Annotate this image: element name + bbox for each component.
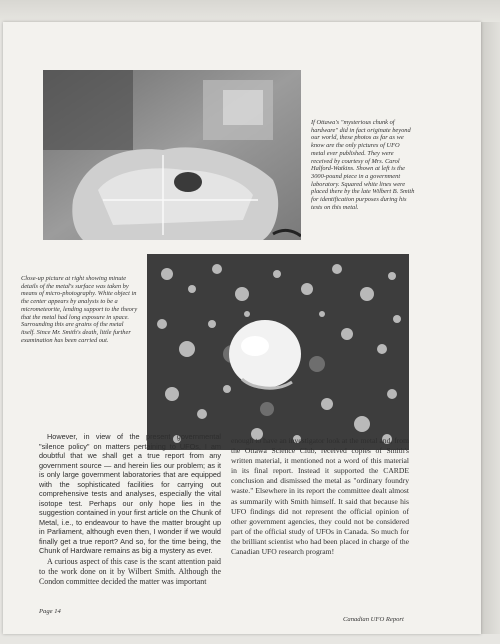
scanner-bed-top [0,0,500,22]
scanner-bed-edge [481,22,500,634]
caption-left-middle: Close-up picture at right showing minute details of the metal's surface was taken by means of micro-photography. White object in the center appears by analysis to be a micrometeorite, lending support to the theory that the metal had long exposure in space. Surrounding this are grains of the metal itself. Since Mr. Smith's death, little further examination has been carried out. [21,275,138,344]
photo-metal-chunk [43,70,301,240]
body-column-right [231,436,409,557]
paragraph: However, in view of the present governmental "silence policy" on matters pertaining to UFOs, I am doubtful that we shall get a true report from any government source — and herein lies our problem; as it is only large government laboratories that are equipped with the sophisticated facilities for carrying out comprehensive tests and analyses, especially the vital isotope test. Perhaps our only hope lies in the suggestion contained in your first article on the Chunk of Metal, i.e., to endeavour to have the matter brought up in Parliament, although even then, I wonder if we would finally get a true report? And so, for the time being, the Chunk of Hardware remains as big a mystery as ever. [39,432,221,555]
magazine-page [3,22,481,634]
photo-micrograph [147,254,409,450]
body-column-left [39,432,221,587]
paragraph: A curious aspect of this case is the scant attention paid to the work done on it by Wilbert Smith. Although the Condon committee decided the matter was important [39,556,221,586]
paragraph: enough to have an investigator look at the metal and, from the Ottawa Science Club, received copies of Smith's written material, it mentioned not a word of this material in its final report. Instead it supported the CARDE conclusion and dismissed the metal as "ordinary foundry waste." Elsewhere in its report the committee dealt almost as summarily with Smith himself. It said that because his UFO findings did not represent the official opinion of other government agencies, they could not be considered part of the official study of UFOs in Canada. So much for the brilliant scientist who had been placed in charge of the Canadian UFO research program! [231,436,409,557]
publication-name: Canadian UFO Report [343,616,404,623]
page-number: Page 14 [39,608,61,615]
caption-top-right: If Ottawa's "mysterious chunk of hardware" did in fact originate beyond our world, these photos as far as we know are the only pictures of UFO metal ever published. They were received by courtesy of Mrs. Carol Halford-Watkins. Shown at left is the 3000-pound piece in a government laboratory. Squared white lines were placed there by the late Wilbert B. Smith for identification purposes during his tests on this metal. [311,119,415,211]
